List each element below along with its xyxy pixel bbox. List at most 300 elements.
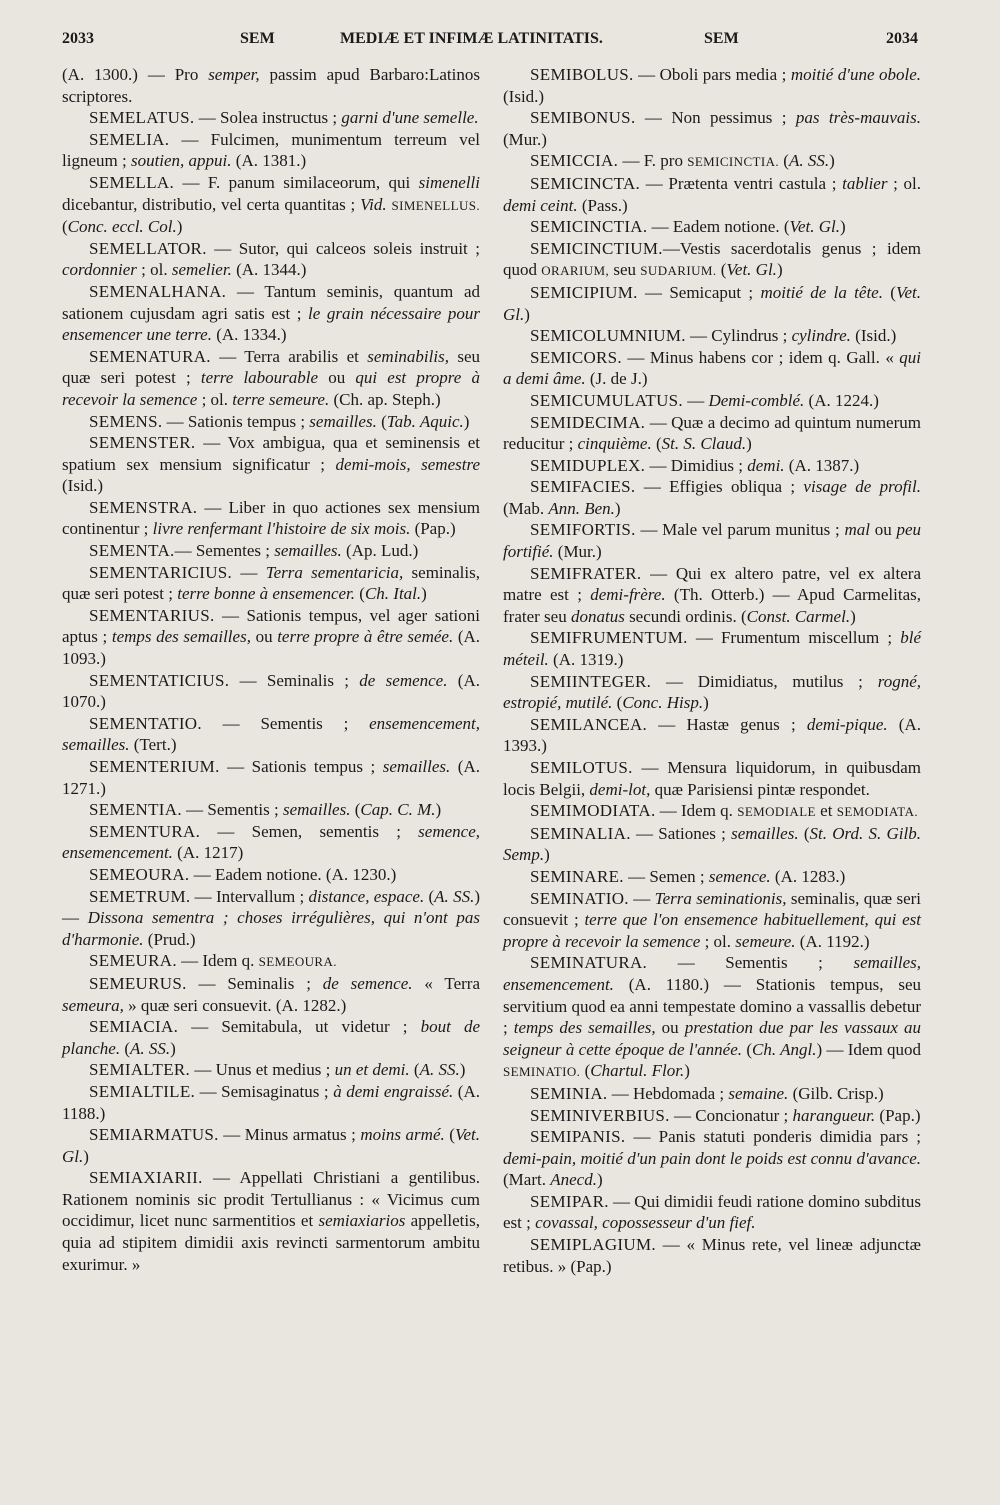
headword: SEMILOTUS. <box>530 758 633 777</box>
entry-text: quæ Parisiensi pintæ respondet. <box>650 779 870 799</box>
headword: SEMELIA. <box>89 129 170 149</box>
entry-text: ( <box>612 693 623 713</box>
entry-text: ) <box>83 1146 89 1166</box>
dictionary-entry <box>62 1124 480 1167</box>
headword: SEMEOURA. <box>89 864 190 884</box>
headword: SEMIBONUS. <box>530 108 636 128</box>
italic-text: qui est propre à recevoir la semence <box>62 368 481 409</box>
entry-text: — Terra arabilis et <box>210 346 368 366</box>
dictionary-entry <box>62 107 480 129</box>
entry-text: et <box>815 801 837 821</box>
entry-text: —Vestis sacerdotalis genus ; idem quod <box>503 238 921 280</box>
italic-text: qui a demi âme. <box>503 347 921 389</box>
italic-text: Terra seminationis, <box>654 888 787 908</box>
headword: SEMENTARICIUS. <box>89 562 233 582</box>
entry-text: — Sutor, qui calceos soleis instruit ; <box>206 238 480 258</box>
entry-text: (A. 1217) <box>172 843 244 863</box>
headword: SEMELLATOR. <box>89 238 207 258</box>
italic-text: à demi engraissé. <box>333 1081 454 1101</box>
entry-text: — <box>628 888 655 908</box>
italic-text: moitié de la tête. <box>760 282 883 302</box>
dictionary-entry <box>503 282 921 325</box>
entry-text: ( <box>355 584 365 604</box>
italic-text: terre semeure. <box>232 389 330 409</box>
italic-text: semailles. <box>274 541 342 561</box>
italic-text: semailles. <box>731 823 799 843</box>
entry-text: — Hastæ genus ; <box>647 714 807 734</box>
italic-text: semailles. <box>282 800 351 820</box>
entry-text: — Hebdomada ; <box>607 1083 729 1103</box>
italic-text: temps des semailles, <box>111 627 251 647</box>
entry-text: — Eadem notione. ( <box>647 217 790 237</box>
entry-text: (Pap.) <box>410 519 456 539</box>
italic-text: St. Ord. S. Gilb. Semp. <box>503 823 921 865</box>
entry-text: ou <box>655 1018 685 1038</box>
entry-text: — Non pessimus ; <box>635 108 796 128</box>
italic-text: cordonnier <box>62 260 137 280</box>
entry-text: ) <box>596 1170 603 1190</box>
entry-text: (Th. Otterb.) — Apud Carmelitas, frater seu <box>503 585 922 626</box>
entry-text: — Oboli pars media ; <box>633 65 791 84</box>
headword: SEMINIVERBIUS. <box>530 1105 670 1125</box>
headword: SEMENATURA. <box>89 346 211 366</box>
entry-text: (A. 1334.) <box>211 325 287 345</box>
entry-text: (Gilb. Crisp.) <box>788 1083 884 1103</box>
italic-text: semeura, <box>62 995 124 1015</box>
entry-text: — Sationis tempus ; <box>162 411 310 431</box>
entry-text: ; ol. <box>197 389 233 409</box>
entry-text: — Effigies obliqua ; <box>635 477 804 497</box>
entry-text: — Minus habens cor ; idem q. Gall. « <box>621 347 900 367</box>
italic-text: simenelli <box>418 172 480 192</box>
headword: SEMICIPIUM. <box>530 282 638 302</box>
entry-text: ( <box>120 1038 130 1058</box>
entry-text: (Prud.) <box>143 929 196 949</box>
entry-text: — Idem q. <box>176 951 259 971</box>
dictionary-entry <box>62 129 480 172</box>
headword: SEMENSTER. <box>89 433 196 453</box>
headword: SEMIALTILE. <box>89 1081 196 1101</box>
italic-text: semelier. <box>171 260 232 280</box>
small-caps-ref: SEMODIATA. <box>836 804 919 820</box>
entry-text: (A. 1070.) <box>62 670 480 712</box>
entry-text: (Isid.) <box>850 326 897 346</box>
italic-text: terre bonne à ensemencer. <box>177 584 356 604</box>
headword: SEMENTARIUS. <box>89 605 215 625</box>
dictionary-entry <box>503 952 921 1083</box>
italic-text: covassal, copossesseur d'un fief. <box>535 1213 756 1233</box>
entry-text: « Terra <box>412 973 481 993</box>
dictionary-entry <box>503 757 921 800</box>
headword: SEMETRUM. <box>89 886 191 906</box>
italic-text: semaine. <box>728 1083 789 1103</box>
entry-text: ; ol. <box>700 931 736 951</box>
entry-text: ) <box>684 1061 690 1081</box>
dictionary-entry <box>503 455 921 477</box>
dictionary-entry <box>62 864 480 886</box>
entry-text: (Ch. ap. Steph.) <box>329 389 441 409</box>
entry-text: (Mur.) <box>553 542 602 562</box>
entry-text: — Quæ a decimo ad quintum numerum reducitur ; <box>503 412 921 454</box>
dictionary-entry <box>503 173 921 216</box>
entry-text: ( <box>376 411 387 431</box>
dictionary-entry <box>62 562 480 605</box>
italic-text: livre renfermant l'histoire de six mois. <box>152 519 411 539</box>
italic-text: Conc. Hisp. <box>622 693 704 713</box>
dictionary-entry <box>503 800 921 823</box>
italic-text: garni d'une semelle. <box>341 108 479 128</box>
headword: SEMIPANIS. <box>530 1127 626 1147</box>
entry-text: — <box>232 562 266 582</box>
dictionary-entry <box>62 346 480 411</box>
headword: SEMICCIA. <box>530 151 619 171</box>
headword: SEMINARE. <box>530 866 624 886</box>
entry-text: secundi ordinis. ( <box>624 606 747 626</box>
small-caps-ref: SIMENELLUS. <box>391 197 481 213</box>
dictionary-entry <box>62 756 480 799</box>
dictionary-entry <box>503 866 921 888</box>
entry-text: seu quæ seri potest ; <box>62 346 480 388</box>
italic-text: Const. Carmel. <box>746 606 851 626</box>
entry-text: (Pass.) <box>577 195 628 215</box>
small-caps-ref: ORARIUM, <box>541 263 610 279</box>
italic-text: Dissona sementra ; choses irrégulières, qui n'ont pas d'harmonie. <box>62 908 480 949</box>
entry-text: (A. 1188.) <box>62 1081 480 1123</box>
entry-text: ( <box>350 800 361 820</box>
entry-text: (A. 1387.) <box>784 455 860 475</box>
italic-text: Tab. Aquic. <box>386 411 464 431</box>
italic-text: tablier <box>842 173 888 193</box>
headword: SEMINATIO. <box>530 888 629 908</box>
entry-text: ) <box>840 217 846 237</box>
entry-text: — Concionatur ; <box>669 1105 793 1125</box>
entry-text: — Frumentum miscellum ; <box>687 628 901 648</box>
italic-text: Ch. Angl. <box>752 1039 817 1059</box>
italic-text: semiaxiarios <box>318 1211 406 1231</box>
italic-text: St. S. Claud. <box>661 434 747 454</box>
entry-text: — Sationes ; <box>630 823 732 843</box>
italic-text: ensemencement, semailles. <box>62 713 480 755</box>
headword: SEMIFORTIS. <box>530 520 636 540</box>
entry-text: (Tert.) <box>129 735 177 755</box>
headword: SEMENTATICIUS. <box>89 670 230 690</box>
headword: SEMICINCTA. <box>530 173 641 193</box>
entry-text: — Sementis ; <box>201 713 370 733</box>
headword: SEMIARMATUS. <box>89 1125 219 1145</box>
dictionary-entry <box>62 172 480 238</box>
italic-text: Terra sementaricia, <box>265 562 404 582</box>
entry-text: — Liber in quo actiones sex mensium continentur ; <box>62 497 480 539</box>
entry-text: — Sementis ; <box>181 800 283 820</box>
headword: SEMENALHANA. <box>89 281 227 301</box>
entry-text: ) <box>459 1060 466 1080</box>
entry-text: ) <box>544 845 550 865</box>
italic-text: harangueur. <box>792 1105 876 1125</box>
entry-text: — Semisaginatus ; <box>195 1081 334 1101</box>
entry-text: ) <box>176 217 183 237</box>
italic-text: demi. <box>747 455 785 475</box>
italic-text: terre propre à être semée. <box>277 627 454 647</box>
dictionary-entry <box>62 64 480 107</box>
headword: SEMIBOLUS. <box>530 65 634 84</box>
italic-text: Anecd. <box>550 1170 597 1190</box>
entry-text: — Dimidius ; <box>645 455 748 475</box>
entry-text: ) — <box>62 886 481 928</box>
section-marker-left: SEM <box>240 30 275 47</box>
dictionary-entry <box>503 216 921 238</box>
dictionary-entry <box>62 1059 480 1081</box>
entry-text: ( <box>742 1039 753 1059</box>
entry-text: ou <box>318 368 356 388</box>
dictionary-entry <box>503 412 921 455</box>
running-head <box>62 30 918 56</box>
italic-text: Chartul. Flor. <box>590 1061 685 1081</box>
italic-text: mal <box>844 520 870 540</box>
dictionary-entry <box>503 107 921 150</box>
headword: SEMICORS. <box>530 347 622 367</box>
headword: SEMEURA. <box>89 951 177 971</box>
entry-text: ) <box>703 693 709 713</box>
italic-text: seminabilis, <box>367 346 449 366</box>
italic-text: semence. <box>708 866 771 886</box>
headword: SEMINATURA. <box>530 953 648 973</box>
italic-text: semailles. <box>382 757 451 776</box>
dictionary-entry <box>503 519 921 562</box>
dictionary-entry <box>503 476 921 519</box>
entry-text: ) <box>776 260 783 280</box>
entry-text: ( <box>580 1061 591 1081</box>
entry-text: ( <box>882 282 896 302</box>
headword: SEMINALIA. <box>530 823 631 843</box>
dictionary-entry <box>503 347 921 390</box>
headword: SEMIAXIARII. <box>89 1168 203 1188</box>
entry-text: — F. pro <box>618 151 688 171</box>
dictionary-entry <box>62 821 480 864</box>
italic-text: un et demi. <box>334 1060 410 1080</box>
entry-text: ) <box>614 498 621 518</box>
entry-text: ) <box>170 1038 176 1058</box>
running-title: MEDIÆ ET INFIMÆ LATINITATIS. <box>340 30 603 47</box>
headword: SEMENSTRA. <box>89 497 198 517</box>
entry-text: ( <box>779 151 789 171</box>
italic-text: rogné, estropié, mutilé. <box>503 671 921 713</box>
italic-text: semailles. <box>309 411 377 431</box>
entry-text: seminalis, quæ seri consuevit ; <box>503 888 922 930</box>
entry-text: ou <box>250 627 278 647</box>
entry-text: (Isid.) <box>62 476 104 496</box>
dictionary-entry <box>503 1083 921 1105</box>
italic-text: Vid. <box>360 194 387 214</box>
entry-text: — Qui dimidii feudi ratione domino subditus est ; <box>503 1191 921 1233</box>
italic-text: peu fortifié. <box>503 520 921 562</box>
italic-text: Conc. eccl. Col. <box>67 217 177 237</box>
italic-text: distance, espace. <box>308 886 425 906</box>
dictionary-entry <box>62 886 480 951</box>
headword: SEMENS. <box>89 411 163 431</box>
entry-text: (A. 1093.) <box>62 627 481 669</box>
headword: SEMENTA. <box>89 541 175 561</box>
italic-text: demi-pique. <box>806 714 888 734</box>
entry-text: ( <box>409 1060 420 1080</box>
dictionary-entry <box>503 1234 921 1277</box>
page-number-left: 2033 <box>62 30 94 47</box>
headword: SEMICOLUMNIUM. <box>530 326 686 346</box>
italic-text: terre labourable <box>200 368 319 388</box>
small-caps-ref: SEMINATIO. <box>503 1064 581 1080</box>
dictionary-entry <box>503 325 921 347</box>
small-caps-ref: SEMEOURA. <box>258 954 337 970</box>
entry-text: — Dimidiatus, mutilus ; <box>651 671 878 691</box>
headword: SEMICINCTIUM. <box>530 238 663 258</box>
headword: SEMILANCEA. <box>530 714 648 734</box>
entry-text: (Mab. <box>503 498 549 518</box>
dictionary-entry <box>62 540 480 562</box>
headword: SEMIFRUMENTUM. <box>530 628 688 648</box>
italic-text: Ch. Ital. <box>364 584 422 604</box>
italic-text: Vet. Gl. <box>62 1125 480 1166</box>
italic-text: Demi-comblé. <box>708 390 805 410</box>
dictionary-entry <box>503 563 921 628</box>
italic-text: de semence. <box>322 973 413 993</box>
italic-text: semailles, ensemencement. <box>503 953 921 994</box>
headword: SEMINIA. <box>530 1083 608 1103</box>
dictionary-entry <box>62 713 480 756</box>
entry-text: — Semicaput ; <box>637 282 761 302</box>
entry-text: — Unus et medius ; <box>190 1060 335 1080</box>
dictionary-entry <box>62 973 480 1016</box>
entry-text: — Mensura liquidorum, in quibusdam locis Belgii, <box>503 758 921 799</box>
italic-text: A. SS. <box>419 1060 460 1080</box>
entry-text: ( <box>444 1125 455 1145</box>
italic-text: de semence. <box>359 670 448 690</box>
entry-text: (Pap.) <box>875 1105 921 1125</box>
entry-text: (A. 1300.) — Pro <box>62 65 209 84</box>
entry-text: appelletis, quia ad stipitem dimidii axis revincti sarmentorum ambitu exurimur. » <box>62 1211 480 1274</box>
entry-text: passim apud Barbaro:Latinos scriptores. <box>62 65 480 106</box>
italic-text: visage de profil. <box>803 477 921 497</box>
italic-text: Ann. Ben. <box>548 498 615 518</box>
italic-text: demi ceint. <box>503 195 578 215</box>
entry-text: — Sationis tempus ; <box>219 757 383 776</box>
entry-text: ( <box>424 886 435 906</box>
dictionary-entry <box>503 823 921 866</box>
entry-text: (A. 1393.) <box>503 714 921 756</box>
dictionary-entry <box>503 64 921 107</box>
italic-text: moitié d'une obole. <box>790 65 921 84</box>
entry-text: — Eadem notione. (A. 1230.) <box>189 864 397 884</box>
left-column <box>62 64 480 1275</box>
dictionary-entry <box>62 1016 480 1059</box>
entry-text: (A. 1180.) — Stationis tempus, seu servitium quod ea anni tempestate domino a vassallis debetur ; <box>503 974 921 1038</box>
italic-text: temps des semailles, <box>513 1018 656 1038</box>
dictionary-entry <box>62 497 480 540</box>
italic-text: Vet. Gl. <box>789 217 841 237</box>
italic-text: Vet. Gl. <box>503 282 921 324</box>
entry-text: — Fulcimen, munimentum terreum vel ligneum ; <box>62 129 480 171</box>
entry-text: — Male vel parum munitus ; <box>635 520 845 540</box>
entry-text: — <box>682 390 709 410</box>
entry-text: (A. 1224.) <box>804 390 879 410</box>
small-caps-ref: SEMICINCTIA. <box>687 154 780 170</box>
headword: SEMIDUPLEX. <box>530 455 646 475</box>
entry-text: ( <box>62 217 68 237</box>
dictionary-entry <box>62 799 480 821</box>
italic-text: cinquième. <box>577 434 652 454</box>
italic-text: demi-frère. <box>590 585 666 605</box>
dictionary-entry <box>62 1081 480 1124</box>
italic-text: semence, ensemencement. <box>62 821 480 863</box>
headword: SEMIFACIES. <box>530 477 636 497</box>
italic-text: semeure. <box>735 931 796 951</box>
entry-text: ( <box>651 434 662 454</box>
entry-text: — Semen, sementis ; <box>200 821 419 841</box>
dictionary-entry <box>503 1126 921 1191</box>
italic-text: A. SS. <box>434 886 475 906</box>
entry-text: — Idem q. <box>655 801 738 821</box>
entry-text: (J. de J.) <box>585 369 648 389</box>
entry-text: — Cylindrus ; <box>685 326 792 346</box>
entry-text: (Ap. Lud.) <box>341 541 419 561</box>
entry-text: ( <box>798 823 810 843</box>
dictionary-entry <box>62 411 480 433</box>
headword: SEMIMODIATA. <box>530 801 656 821</box>
dictionary-entry <box>62 950 480 973</box>
headword: SEMEURUS. <box>89 973 187 993</box>
entry-text: ) — Idem quod <box>816 1039 921 1059</box>
entry-text: — Sementes ; <box>174 541 275 561</box>
italic-text: demi-lot, <box>589 779 651 799</box>
entry-text: ou <box>869 520 897 540</box>
entry-text: (A. 1192.) <box>795 931 870 951</box>
entry-text: — Solea instructus ; <box>194 108 342 128</box>
italic-text: A. SS. <box>130 1038 171 1058</box>
headword: SEMIALTER. <box>89 1060 191 1080</box>
entry-text: seu <box>609 260 641 280</box>
entry-text: — Tantum seminis, quantum ad sationem cujusdam agri satis est ; <box>62 281 480 323</box>
entry-text: ) <box>746 434 752 454</box>
dictionary-entry <box>503 238 921 282</box>
headword: SEMICINCTIA. <box>530 217 648 237</box>
entry-text: » quæ seri consuevit. (A. 1282.) <box>123 995 347 1015</box>
italic-text: demi-pain, moitié d'un pain dont le poids est connu d'avance. <box>503 1148 921 1168</box>
page-number-right: 2034 <box>886 30 918 47</box>
headword: SEMIINTEGER. <box>530 671 652 691</box>
italic-text: demi-mois, semestre <box>335 454 480 474</box>
dictionary-entry <box>62 670 480 713</box>
italic-text: semper, <box>208 65 260 84</box>
entry-text: — Appellati Christiani a gentilibus. Rationem nominis sic prodit Tertullianus : « Vicimus cum occidimur, licet nunc sarmentitios et <box>62 1168 480 1231</box>
section-marker-right: SEM <box>704 30 739 47</box>
italic-text: donatus <box>570 606 625 626</box>
dictionary-entry <box>503 1191 921 1234</box>
italic-text: terre que l'on ensemence habituellement, qui est propre à recevoir la semence <box>503 910 921 951</box>
headword: SEMENTERIUM. <box>89 757 220 776</box>
entry-text: ) <box>421 584 427 604</box>
italic-text: A. SS. <box>788 151 830 171</box>
italic-text: soutien, appui. <box>130 151 232 171</box>
entry-text: — Semen ; <box>623 866 709 886</box>
italic-text: Cap. C. M. <box>360 800 436 820</box>
entry-text: ) <box>850 606 856 626</box>
headword: SEMICUMULATUS. <box>530 390 683 410</box>
headword: SEMENTATIO. <box>89 713 202 733</box>
entry-text: — Panis statuti ponderis dimidia pars ; <box>625 1127 921 1147</box>
entry-text: ( <box>716 260 727 280</box>
entry-text: — Sementis ; <box>647 953 854 973</box>
entry-text: — Qui ex altero patre, vel ex altera matre est ; <box>503 563 921 605</box>
entry-text: — Semitabula, ut videtur ; <box>178 1017 421 1037</box>
dictionary-entry <box>62 1167 480 1275</box>
